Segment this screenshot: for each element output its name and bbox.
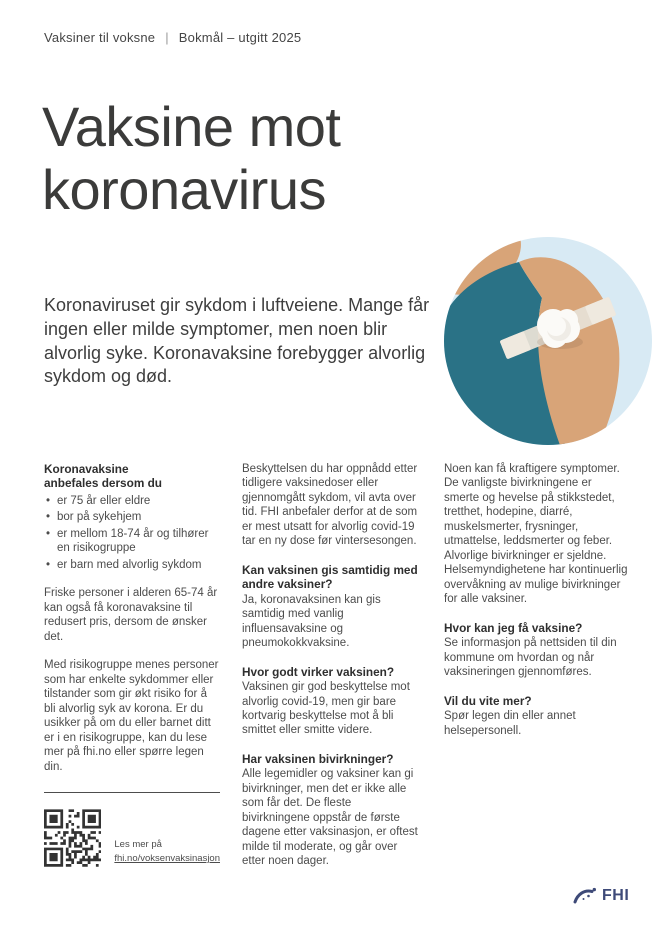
body-paragraph: Beskyttelsen du har oppnådd etter tidligere vaksinedoser eller gjennomgått sykdom, vil avta over tid. FHI anbefaler derfor at de som er mest utsatt for alvorlig covid-19 tar en ny dose før vintersesongen. bbox=[242, 463, 418, 548]
column-recommendations bbox=[44, 462, 220, 869]
document-meta bbox=[44, 30, 301, 45]
body-paragraph: Alle legemidler og vaksiner kan gi bivirkninger, men det er ikke alle som får det. De fleste bivirkningene oppstår de første dagene etter vaksinasjon, er oftest milde til moderate, og går over etter noen dager. bbox=[242, 768, 418, 868]
body-paragraph: Spør legen din eller annet helsepersonell. bbox=[444, 710, 576, 737]
column-questions-right bbox=[444, 462, 628, 869]
qr-caption-text: Les mer på bbox=[114, 838, 162, 850]
list-item: • er 75 år eller eldre bbox=[44, 494, 220, 508]
fhi-logo bbox=[573, 886, 629, 906]
body-paragraph: Se informasjon på nettsiden til din kommune om hvordan og når vaksineringen gjennomføres. bbox=[444, 637, 617, 679]
arm-bandage-svg bbox=[443, 236, 653, 446]
question-heading: Hvor godt virker vaksinen? bbox=[242, 664, 395, 679]
recommendation-list bbox=[44, 494, 220, 572]
list-item: • bor på sykehjem bbox=[44, 510, 220, 524]
qr-code bbox=[44, 807, 101, 869]
list-item: • er barn med alvorlig sykdom bbox=[44, 558, 220, 572]
body-paragraph: Ja, koronavaksinen kan gis samtidig med vanlig influensavaksine og pneumokokkvaksine. bbox=[242, 593, 381, 650]
page-title: Vaksine mot koronavirus bbox=[42, 95, 341, 221]
intro-paragraph: Koronaviruset gir sykdom i luftveiene. Mange får ingen eller milde symptomer, men noen blir alvorlig syke. Koronavaksine forebygger alvorlig sykdom og død. bbox=[44, 295, 430, 387]
meta-series-label: Vaksiner til voksne bbox=[44, 30, 156, 45]
body-paragraph: Med risikogruppe menes personer som har enkelte sykdommer eller tilstander som gir økt risiko for å bli alvorlig syk av korona. Er du usikker på om du eller barnet ditt er i en risikogruppe, kan du lese mer på fhi.no eller spørre legen din. bbox=[44, 659, 219, 773]
meta-separator: | bbox=[165, 30, 169, 45]
fhi-logo-text: FHI bbox=[602, 887, 630, 904]
qr-caption bbox=[114, 838, 220, 870]
body-paragraph: Vaksinen gir god beskyttelse mot alvorlig covid-19, men gir bare kortvarig beskyttelse mot å bli smittet eller smitte videre. bbox=[242, 681, 410, 737]
divider bbox=[44, 792, 220, 793]
question-heading: Kan vaksinen gis samtidig med andre vaksiner? bbox=[242, 562, 418, 592]
fhi-logo-icon bbox=[573, 886, 597, 906]
meta-edition-label: Bokmål – utgitt 2025 bbox=[178, 30, 302, 45]
qr-link[interactable]: fhi.no/voksenvaksinasjon bbox=[114, 852, 220, 864]
body-paragraph: Noen kan få kraftigere symptomer. De vanligste bivirkningene er smerte og hevelse på stikkstedet, tretthet, hodepine, diarré, muskelsmerter, frysninger, utmattelse, leddsmerter og feber. Alvorlige bivirkninger er sjeldne. Helsemyndighetene har kontinuerlig overvåkning av mulige bivirkninger for alle vaksiner. bbox=[444, 463, 628, 606]
question-heading: Har vaksinen bivirkninger? bbox=[242, 751, 394, 766]
column-questions-left bbox=[242, 462, 422, 869]
arm-bandage-illustration bbox=[443, 236, 653, 446]
question-heading: Vil du vite mer? bbox=[444, 693, 532, 708]
body-paragraph: Friske personer i alderen 65-74 år kan også få koronavaksine til redusert pris, dersom de ønsker det. bbox=[44, 587, 218, 643]
question-heading: Hvor kan jeg få vaksine? bbox=[444, 620, 583, 635]
qr-block bbox=[44, 807, 220, 869]
recommendation-heading: Koronavaksine anbefales dersom du bbox=[44, 462, 163, 491]
list-item: • er mellom 18-74 år og tilhører en risikogruppe bbox=[44, 527, 220, 556]
content-columns bbox=[44, 462, 628, 869]
